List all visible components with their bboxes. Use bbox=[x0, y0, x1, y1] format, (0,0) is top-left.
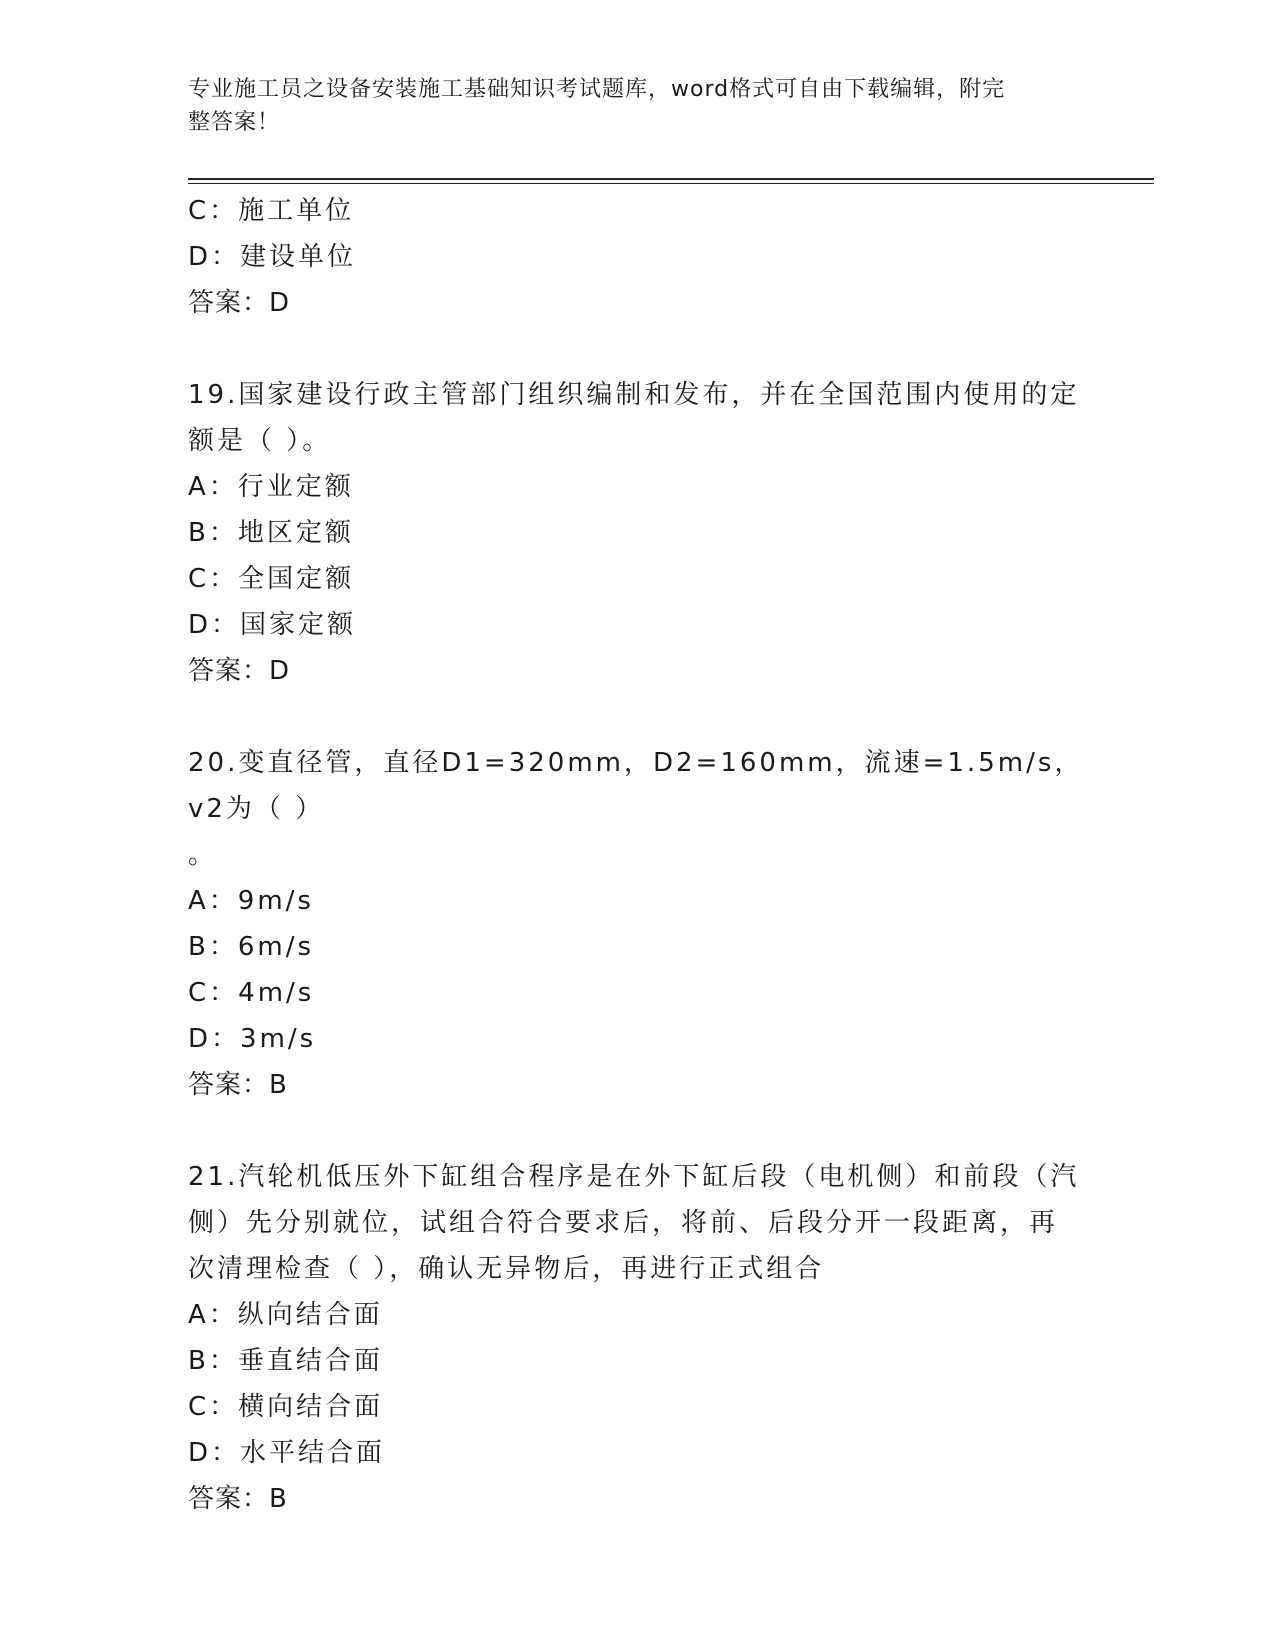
option-b: B：垂直结合面 bbox=[188, 1346, 383, 1376]
answer-line: 答案：D bbox=[188, 288, 291, 318]
header-divider-thick bbox=[188, 178, 1154, 180]
question-stem-line: 。 bbox=[188, 840, 218, 870]
option-c: C：施工单位 bbox=[188, 196, 355, 226]
option-b: B：地区定额 bbox=[188, 518, 354, 548]
option-c: C：4m/s bbox=[188, 978, 315, 1008]
option-d: D：3m/s bbox=[188, 1024, 317, 1054]
document-header bbox=[188, 73, 1068, 139]
spacer bbox=[188, 694, 1088, 740]
option-b: B：6m/s bbox=[188, 932, 315, 962]
spacer bbox=[188, 326, 1088, 372]
question-list bbox=[188, 188, 1088, 1522]
question-20 bbox=[188, 740, 1088, 1108]
option-a: A：9m/s bbox=[188, 886, 314, 916]
question-stem-line: 19.国家建设行政主管部门组织编制和发布，并在全国范围内使用的定 bbox=[188, 380, 1080, 410]
answer-line: 答案：B bbox=[188, 1484, 288, 1514]
question-19 bbox=[188, 372, 1088, 694]
header-line-2: 整答案！ bbox=[188, 110, 281, 135]
option-c: C：全国定额 bbox=[188, 564, 355, 594]
answer-line: 答案：D bbox=[188, 656, 291, 686]
header-divider-thin bbox=[188, 183, 1154, 184]
answer-line: 答案：B bbox=[188, 1070, 288, 1100]
question-stem-line: 次清理检查（ ），确认无异物后，再进行正式组合 bbox=[188, 1254, 825, 1284]
option-c: C：横向结合面 bbox=[188, 1392, 384, 1422]
spacer bbox=[188, 1108, 1088, 1154]
option-d: D：建设单位 bbox=[188, 242, 357, 272]
header-line-1: 专业施工员之设备安装施工基础知识考试题库，word格式可自由下载编辑，附完 bbox=[188, 77, 1006, 102]
question-stem-line: 20.变直径管，直径D1=320mm，D2=160mm，流速=1.5m/s，v2为（ ） bbox=[188, 748, 1084, 824]
question-stem-line: 21.汽轮机低压外下缸组合程序是在外下缸后段（电机侧）和前段（汽 bbox=[188, 1162, 1080, 1192]
question-21 bbox=[188, 1154, 1088, 1522]
option-d: D：水平结合面 bbox=[188, 1438, 386, 1468]
option-a: A：行业定额 bbox=[188, 472, 354, 502]
option-a: A：纵向结合面 bbox=[188, 1300, 383, 1330]
option-d: D：国家定额 bbox=[188, 610, 357, 640]
question-stem-line: 额是（ ）。 bbox=[188, 426, 332, 456]
question-18-tail bbox=[188, 188, 1088, 326]
question-stem-line: 侧）先分别就位，试组合符合要求后，将前、后段分开一段距离，再 bbox=[188, 1208, 1059, 1238]
